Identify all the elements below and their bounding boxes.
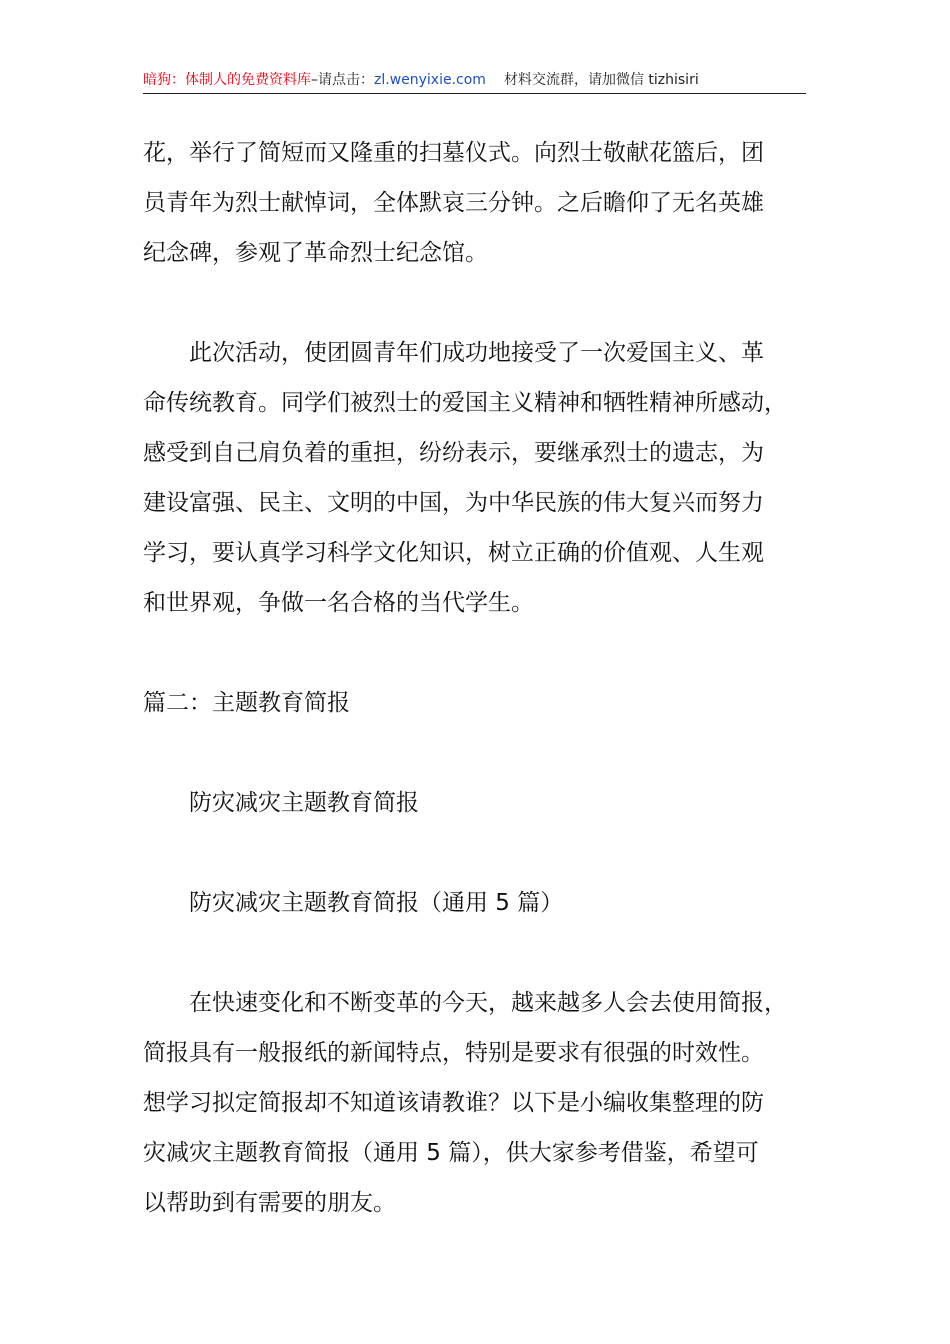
paragraph-line: 感受到自己肩负着的重担，纷纷表示，要继承烈士的遗志，为	[143, 440, 764, 466]
paragraph-line: 以帮助到有需要的朋友。	[143, 1190, 396, 1216]
paragraph-gap	[143, 628, 823, 678]
paragraph-line: 学习，要认真学习科学文化知识，树立正确的价值观、人生观	[143, 540, 764, 566]
paragraph-line: 简报具有一般报纸的新闻特点，特别是要求有很强的时效性。	[143, 1040, 764, 1066]
paragraph-gap	[143, 278, 823, 328]
paragraph-line: 纪念碑，参观了革命烈士纪念馆。	[143, 240, 488, 266]
sub-title: 防灾减灾主题教育简报	[189, 790, 419, 816]
wechat-note: 材料交流群，请加微信 tizhisiri	[503, 72, 699, 88]
paragraph-line: 和世界观，争做一名合格的当代学生。	[143, 590, 534, 616]
paragraph-line: 员青年为烈士献悼词，全体默哀三分钟。之后瞻仰了无名英雄	[143, 190, 764, 216]
paragraph-line: 花，举行了简短而又隆重的扫墓仪式。向烈士敬献花篮后，团	[143, 140, 764, 166]
paragraph-line: 命传统教育。同学们被烈士的爱国主义精神和牺牲精神所感动，	[143, 390, 787, 416]
click-prompt: –请点击：	[311, 72, 374, 88]
document-body	[143, 128, 823, 1228]
paragraph-line: 在快速变化和不断变革的今天，越来越多人会去使用简报，	[189, 990, 787, 1016]
site-title: 暗狗：体制人的免费资料库	[143, 72, 311, 88]
page-header	[143, 71, 806, 94]
paragraph-line: 此次活动，使团圆青年们成功地接受了一次爱国主义、革	[189, 340, 764, 366]
paragraph-line: 灾减灾主题教育简报（通用 5 篇），供大家参考借鉴，希望可	[143, 1140, 759, 1166]
site-link[interactable]: zl.wenyixie.com	[374, 72, 486, 88]
paragraph-gap	[143, 928, 823, 978]
sub-title: 防灾减灾主题教育简报（通用 5 篇）	[189, 890, 564, 916]
paragraph-line: 想学习拟定简报却不知道该请教谁？以下是小编收集整理的防	[143, 1090, 764, 1116]
paragraph-gap	[143, 828, 823, 878]
section-heading: 篇二：主题教育简报	[143, 690, 350, 716]
paragraph-gap	[143, 728, 823, 778]
paragraph-line: 建设富强、民主、文明的中国，为中华民族的伟大复兴而努力	[143, 490, 764, 516]
